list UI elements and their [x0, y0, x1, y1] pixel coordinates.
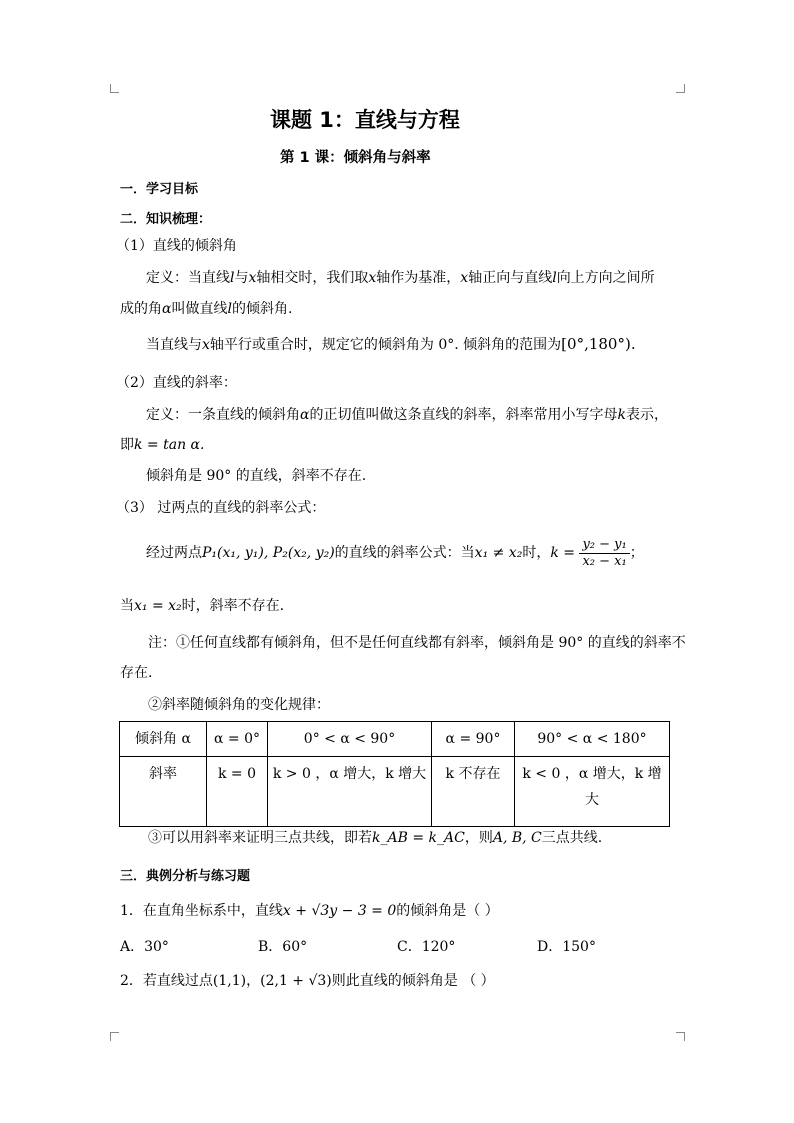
section-learning-goals: 一．学习目标: [120, 182, 199, 197]
slope-fraction: [579, 537, 629, 570]
slope-variation-table: [119, 721, 670, 827]
exercise-2: 2．若直线过点(1,1)，(2,1 + √3)则此直线的倾斜角是 （ ）: [120, 973, 495, 989]
points-abc: A, B, C: [492, 830, 542, 846]
point-2: (2,1 + √3): [260, 973, 332, 989]
note-2: ②斜率随倾斜角的变化规律：: [148, 697, 330, 713]
exercise-1-option-a[interactable]: A．30°: [120, 939, 169, 955]
var-alpha: α: [162, 301, 172, 317]
section-knowledge: 二．知识梳理：: [120, 212, 212, 227]
table-cell: k 不存在: [432, 757, 515, 827]
knowledge-2-definition-line2: 即k = tan α.: [120, 437, 205, 453]
point-1: (1,1): [212, 973, 247, 989]
var-x: x: [202, 337, 210, 353]
angle-range: [0°,180°).: [561, 335, 636, 353]
slope-numerator: y₂ − y₁: [579, 537, 629, 554]
line-equation: x + √3y − 3 = 0: [282, 903, 397, 919]
table-cell: α = 90°: [432, 722, 515, 757]
knowledge-1-definition-line1: 定义：当直线l与x轴相交时，我们取x轴作为基准，x轴正向与直线l向上方向之间所: [146, 270, 655, 286]
knowledge-1-note: 当直线与x轴平行或重合时，规定它的倾斜角为 0°. 倾斜角的范围为[0°,180°).: [146, 335, 636, 353]
table-row: [120, 757, 670, 827]
crop-mark-top-right: [676, 84, 685, 93]
slope-denominator: x₂ − x₁: [582, 553, 627, 569]
table-row: [120, 722, 670, 757]
crop-mark-top-left: [110, 84, 119, 93]
table-cell: 倾斜角 α: [120, 722, 207, 757]
knowledge-1-title: （1）直线的倾斜角: [116, 238, 237, 254]
slope-formula: k = tan α.: [134, 437, 205, 453]
knowledge-2-title: （2）直线的斜率：: [116, 375, 237, 391]
note-1-line1: 注：①任何直线都有倾斜角，但不是任何直线都有斜率，倾斜角是 90° 的直线的斜率不: [148, 635, 686, 651]
var-l: l: [230, 270, 235, 286]
table-cell: α = 0°: [207, 722, 268, 757]
condition-x1-eq-x2: x₁ = x₂: [134, 598, 182, 614]
var-x: x: [368, 270, 377, 286]
collinear-condition: k_AB = k_AC: [372, 830, 465, 846]
knowledge-2-definition-line1: 定义：一条直线的倾斜角α的正切值叫做这条直线的斜率，斜率常用小写字母k表示，: [146, 407, 668, 423]
two-points: P₁(x₁, y₁), P₂(x₂, y₂): [202, 545, 335, 561]
knowledge-3-title: （3） 过两点的直线的斜率公式：: [116, 500, 326, 516]
table-cell: 90° < α < 180°: [515, 722, 670, 757]
knowledge-3-undefined: 当x₁ = x₂时，斜率不存在.: [120, 598, 285, 614]
exercise-1-option-d[interactable]: D．150°: [537, 939, 596, 955]
exercise-1: 1．在直角坐标系中，直线x + √3y − 3 = 0的倾斜角是（ ）: [120, 903, 499, 919]
crop-mark-bottom-right: [676, 1032, 685, 1041]
var-l: l: [552, 270, 557, 286]
page-subtitle: 第 1 课：倾斜角与斜率: [280, 150, 431, 166]
table-cell: 斜率: [120, 757, 207, 827]
knowledge-3-formula-line: 经过两点P₁(x₁, y₁), P₂(x₂, y₂)的直线的斜率公式：当x₁ ≠ x₂时，k = $\frac{\text{y₂ − y₁}}{\text{x₂ − x₁}}$ ；: [146, 536, 644, 569]
var-k: k: [617, 407, 626, 423]
note-3: ③可以用斜率来证明三点共线，即若k_AB = k_AC，则A, B, C三点共线.: [148, 830, 603, 846]
var-x: x: [460, 270, 469, 286]
var-alpha: α: [300, 407, 310, 423]
table-cell: k = 0: [207, 757, 268, 827]
note-1-line2: 存在.: [120, 665, 153, 681]
knowledge-2-note: 倾斜角是 90° 的直线，斜率不存在.: [146, 468, 367, 484]
exercise-1-option-c[interactable]: C．120°: [397, 939, 456, 955]
crop-mark-bottom-left: [110, 1032, 119, 1041]
table-cell: 0° < α < 90°: [268, 722, 432, 757]
var-x: x: [248, 270, 257, 286]
section-examples: 三．典例分析与练习题: [120, 869, 251, 884]
exercise-1-option-b[interactable]: B．60°: [258, 939, 308, 955]
table-cell: k < 0 ，α 增大，k 增大: [515, 757, 670, 827]
table-cell: k > 0 ，α 增大，k 增大: [268, 757, 432, 827]
page-title: 课题 1：直线与方程: [270, 108, 460, 132]
condition-x1-neq-x2: x₁ ≠ x₂: [474, 545, 523, 561]
knowledge-1-definition-line2: 成的角α叫做直线l的倾斜角.: [120, 301, 293, 317]
var-l: l: [227, 301, 232, 317]
slope-k-label: k =: [550, 545, 575, 561]
